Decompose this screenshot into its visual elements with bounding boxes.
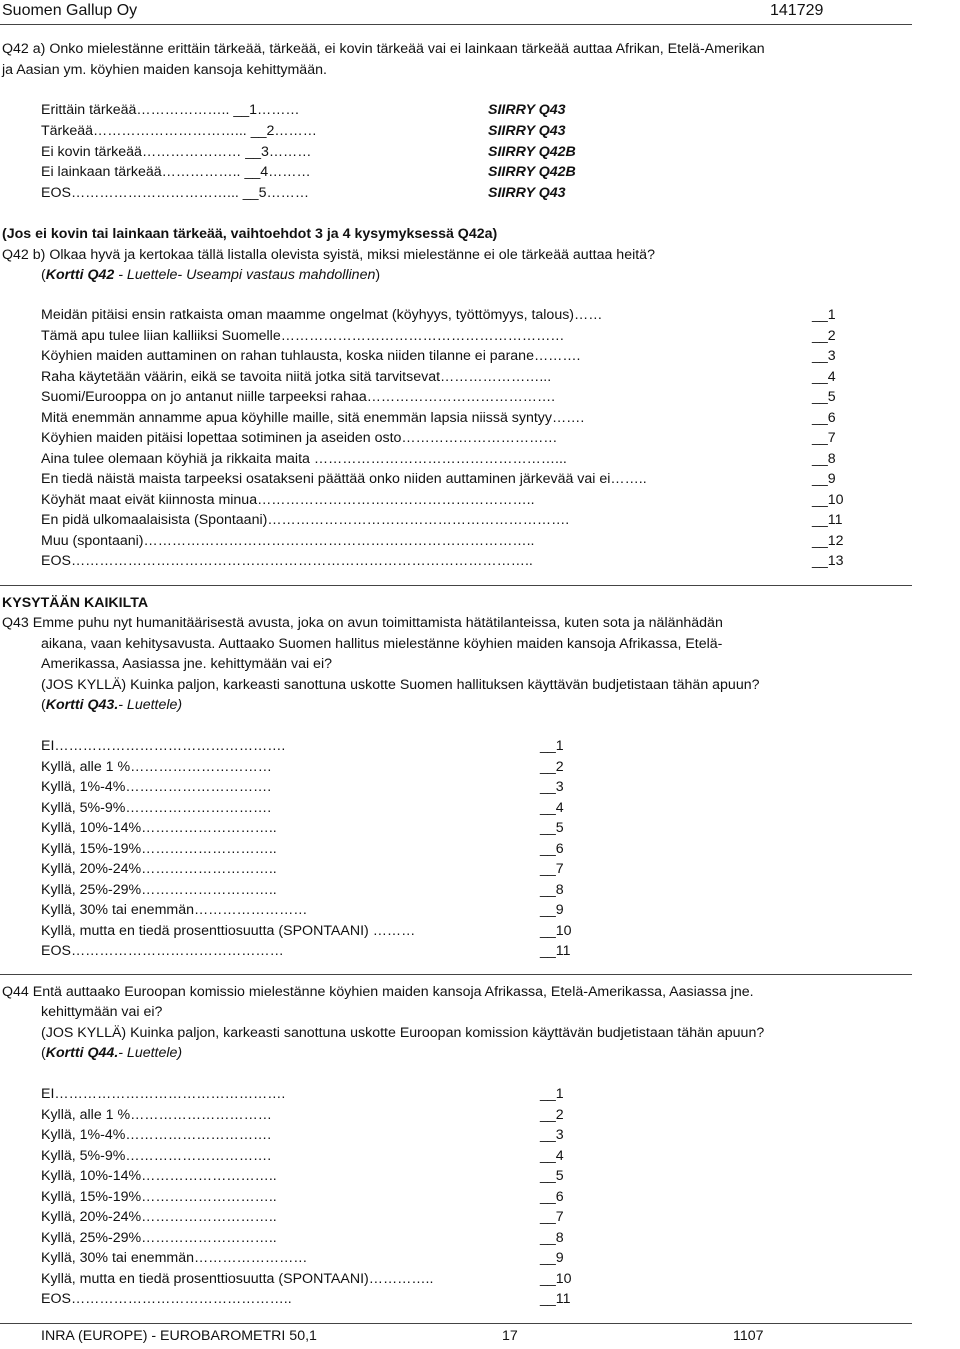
- option-label: Kyllä, 5%-9%………………………….: [41, 1147, 272, 1164]
- option-label: Kyllä, mutta en tiedä prosenttiosuutta (SPONTAANI)…………..: [41, 1270, 434, 1287]
- list-item: [41, 1229, 277, 1247]
- option-code: __4………: [244, 164, 311, 180]
- footer-survey: INRA (EUROPE) - EUROBAROMETRI 50,1: [41, 1328, 317, 1344]
- option-code: __3: [540, 1127, 564, 1143]
- option-label: Kyllä, 20%-24%………………………..: [41, 1209, 277, 1225]
- list-item: [41, 491, 535, 509]
- option-label: Kyllä, 25%-29%………………………..: [41, 1229, 277, 1246]
- list-item: [41, 860, 277, 878]
- option-code: __1………: [233, 102, 300, 118]
- option-code: __4: [812, 368, 836, 385]
- option-code: __10: [540, 922, 572, 939]
- list-item: [41, 347, 580, 365]
- option-label: Kyllä, alle 1 %…………………………: [41, 758, 272, 775]
- q42b-filter: (Jos ei kovin tai lainkaan tärkeää, vaihtoehdot 3 ja 4 kysymyksessä Q42a): [2, 226, 498, 242]
- q42a-route-2: SIIRRY Q43: [488, 123, 566, 139]
- option-label: Köyhät maat eivät kiinnosta minua…………………………………………………..: [41, 491, 535, 508]
- list-item: [41, 942, 284, 960]
- q44-question-line3: (JOS KYLLÄ) Kuinka paljon, karkeasti sanottuna uskotte Euroopan komission käyttävän budjetistaan tähän apuun?: [41, 1025, 765, 1041]
- list-item: [41, 1147, 271, 1165]
- q43-question-line3: Amerikassa, Aasiassa jne. kehittymään vai ei?: [41, 656, 332, 672]
- option-label: Suomi/Eurooppa on jo antanut niille tarpeeksi rahaa………………………………….: [41, 389, 556, 405]
- option-label: Kyllä, 30% tai enemmän……………………: [41, 1250, 308, 1266]
- card-label: Kortti Q44.: [45, 1045, 119, 1061]
- option-code: __8: [540, 1229, 564, 1246]
- paren-close: ): [375, 267, 381, 283]
- option-code: __10: [812, 491, 844, 508]
- q42a-option-2: [41, 122, 317, 140]
- option-code: __3: [812, 348, 836, 364]
- q42a-route-1: SIIRRY Q43: [488, 102, 566, 118]
- option-code: __7: [540, 1209, 564, 1225]
- list-item: [41, 511, 569, 529]
- q42a-option-3: [41, 143, 311, 161]
- q42b-card-note: [41, 266, 380, 284]
- list-item: [41, 429, 558, 447]
- option-label: Kyllä, 1%-4%………………………….: [41, 779, 272, 795]
- card-label: Kortti Q42: [45, 267, 115, 283]
- list-item: [41, 388, 555, 406]
- option-label: Köyhien maiden pitäisi lopettaa sotiminen ja aseiden osto……………………………: [41, 430, 558, 446]
- option-label: Tämä apu tulee liian kalliiksi Suomelle……………………………………………………: [41, 327, 565, 344]
- footer-rule: [0, 1323, 912, 1324]
- option-label: Kyllä, 10%-14%………………………..: [41, 820, 277, 836]
- list-item: [41, 778, 271, 796]
- card-label: Kortti Q43.: [45, 697, 119, 713]
- option-label: Kyllä, 15%-19%………………………..: [41, 1188, 277, 1205]
- option-label: Kyllä, alle 1 %…………………………: [41, 1106, 272, 1123]
- option-label: Erittäin tärkeää………………..: [41, 102, 234, 118]
- job-number: 141729: [770, 2, 824, 19]
- list-item: [41, 819, 277, 837]
- option-code: __8: [812, 450, 836, 467]
- option-label: Kyllä, 1%-4%………………………….: [41, 1127, 272, 1143]
- option-code: __11: [812, 512, 843, 528]
- option-code: __13: [812, 553, 844, 569]
- footer-page-number: 17: [502, 1328, 518, 1344]
- list-item: [41, 1208, 277, 1226]
- footer-code: 1107: [733, 1328, 764, 1344]
- q43-section-heading: KYSYTÄÄN KAIKILTA: [2, 595, 149, 611]
- list-item: [41, 1167, 277, 1185]
- q42a-route-4: SIIRRY Q42B: [488, 164, 576, 180]
- option-code: __1: [540, 738, 564, 754]
- option-code: __9: [540, 902, 564, 918]
- list-item: [41, 881, 277, 899]
- list-item: [41, 1188, 277, 1206]
- option-code: __2: [540, 1106, 564, 1123]
- option-label: Aina tulee olemaan köyhiä ja rikkaita maita ……………………………………………...: [41, 450, 567, 467]
- option-code: __2: [540, 758, 564, 775]
- list-item: [41, 1249, 308, 1267]
- q42a-route-5: SIIRRY Q43: [488, 185, 566, 201]
- option-code: __10: [540, 1270, 572, 1287]
- option-label: Muu (spontaani)………………………………………………………………………..: [41, 532, 535, 549]
- list-item: [41, 840, 277, 858]
- option-label: Meidän pitäisi ensin ratkaista oman maamme ongelmat (köyhyys, työttömyys, talous)……: [41, 307, 603, 323]
- option-code: __5: [540, 1168, 564, 1184]
- q44-question-line1: Q44 Entä auttaako Euroopan komissio mielestänne köyhien maiden kansoja Afrikassa, Etelä-Amerikassa, Aasiassa jne.: [2, 984, 754, 1000]
- list-item: [41, 758, 272, 776]
- list-item: [41, 470, 647, 488]
- option-code: __8: [540, 881, 564, 898]
- q42a-question-line1: Q42 a) Onko mielestänne erittäin tärkeää, tärkeää, ei kovin tärkeää vai ei lainkaan tärkeää auttaa Afrikan, Etelä-Amerikan: [2, 41, 765, 57]
- page-header: [0, 0, 912, 22]
- option-label: Tärkeää…………………………...: [41, 123, 251, 139]
- card-instruction: - Luettele- Useampi vastaus mahdollinen: [114, 267, 376, 283]
- q42a-option-4: [41, 163, 311, 181]
- option-code: __6: [540, 1188, 564, 1205]
- option-label: Köyhien maiden auttaminen on rahan tuhlausta, koska niiden tilanne ei parane……….: [41, 348, 581, 364]
- list-item: [41, 901, 308, 919]
- list-item: [41, 532, 534, 550]
- option-label: Kyllä, 10%-14%………………………..: [41, 1168, 277, 1184]
- header-rule: [0, 24, 912, 25]
- option-code: __6: [812, 409, 836, 426]
- option-code: __2: [812, 327, 836, 344]
- q43-question-line1: Q43 Emme puhu nyt humanitäärisestä avusta, joka on avun toimittamista hätätilanteissa, kuten sota ja nälänhädän: [2, 615, 723, 631]
- option-code: __11: [540, 943, 571, 959]
- list-item: [41, 1290, 292, 1308]
- option-label: Kyllä, 25%-29%………………………..: [41, 881, 277, 898]
- paren-open: (: [41, 1045, 46, 1061]
- option-label: EOS………………………………………: [41, 943, 284, 959]
- list-item: [41, 368, 551, 386]
- option-code: __7: [812, 430, 836, 446]
- list-item: [41, 1085, 285, 1103]
- q43-question-line4: (JOS KYLLÄ) Kuinka paljon, karkeasti sanottuna uskotte Suomen hallituksen käyttävän budjetistaan tähän apuun?: [41, 677, 760, 693]
- option-label: Ei lainkaan tärkeää……………..: [41, 164, 245, 180]
- option-code: __3: [540, 779, 564, 795]
- list-item: [41, 450, 567, 468]
- option-label: EI………………………………………….: [41, 738, 286, 754]
- q42a-option-5: [41, 184, 309, 202]
- q43-question-line2: aikana, vaan kehitysavusta. Auttaako Suomen hallitus mielestänne köyhien maiden kansoja Afrikassa, Etelä-: [41, 636, 723, 652]
- card-instruction: - Luettele): [118, 697, 183, 713]
- option-label: EOS……………………………………………………………………………………..: [41, 553, 533, 569]
- option-code: __4: [540, 799, 564, 816]
- q43-card-note: [41, 696, 182, 714]
- option-code: __6: [540, 840, 564, 857]
- option-code: __12: [812, 532, 844, 549]
- list-item: [41, 737, 285, 755]
- option-code: __5………: [242, 185, 310, 201]
- option-code: __3………: [245, 144, 312, 160]
- option-label: Kyllä, 30% tai enemmän……………………: [41, 902, 308, 918]
- option-label: Kyllä, 20%-24%………………………..: [41, 861, 277, 877]
- option-label: EOS………………………………………..: [41, 1291, 292, 1307]
- list-item: [41, 799, 271, 817]
- option-code: __2………: [250, 123, 317, 139]
- list-item: [41, 1106, 272, 1124]
- paren-open: (: [41, 267, 46, 283]
- company-name: Suomen Gallup Oy: [2, 2, 138, 19]
- option-label: Mitä enemmän annamme apua köyhille maille, sitä enemmän lapsia niissä syntyy…….: [41, 409, 585, 426]
- option-label: EI………………………………………….: [41, 1086, 286, 1102]
- option-code: __9: [540, 1250, 564, 1266]
- q42a-option-1: [41, 101, 300, 119]
- list-item: [41, 409, 584, 427]
- card-instruction: - Luettele): [118, 1045, 183, 1061]
- q44-card-note: [41, 1044, 182, 1062]
- paren-open: (: [41, 697, 46, 713]
- list-item: [41, 1270, 433, 1288]
- list-item: [41, 922, 415, 940]
- option-label: Kyllä, 15%-19%………………………..: [41, 840, 277, 857]
- option-code: __4: [540, 1147, 564, 1164]
- list-item: [41, 327, 564, 345]
- list-item: [41, 1126, 271, 1144]
- option-code: __11: [540, 1291, 571, 1307]
- option-label: EOS……………………………...: [41, 185, 243, 201]
- section-rule-1: [0, 585, 912, 586]
- q42a-question-line2: ja Aasian ym. köyhien maiden kansoja kehittymään.: [2, 62, 327, 78]
- option-label: En pidä ulkomaalaisista (Spontaani)……………………………………………………….: [41, 512, 570, 528]
- option-label: Kyllä, mutta en tiedä prosenttiosuutta (SPONTAANI) ………: [41, 922, 416, 939]
- q42b-question: Q42 b) Olkaa hyvä ja kertokaa tällä listalla olevista syistä, miksi mielestänne ei ole tärkeää auttaa heitä?: [2, 247, 655, 263]
- option-code: __7: [540, 861, 564, 877]
- list-item: [41, 306, 602, 324]
- option-label: En tiedä näistä maista tarpeeksi osatakseni päättää onko niiden auttaminen järkevää vai ei……..: [41, 471, 647, 487]
- q44-question-line2: kehittymään vai ei?: [41, 1004, 163, 1020]
- option-label: Raha käytetään väärin, eikä se tavoita niitä jotka sitä tarvitsevat…………………...: [41, 368, 552, 385]
- option-code: __5: [812, 389, 836, 405]
- list-item: [41, 552, 533, 570]
- option-code: __1: [540, 1086, 564, 1102]
- q42a-route-3: SIIRRY Q42B: [488, 144, 576, 160]
- option-code: __1: [812, 307, 836, 323]
- option-label: Kyllä, 5%-9%………………………….: [41, 799, 272, 816]
- option-code: __9: [812, 471, 836, 487]
- option-label: Ei kovin tärkeää…………………: [41, 144, 246, 160]
- option-code: __5: [540, 820, 564, 836]
- section-rule-2: [0, 974, 912, 975]
